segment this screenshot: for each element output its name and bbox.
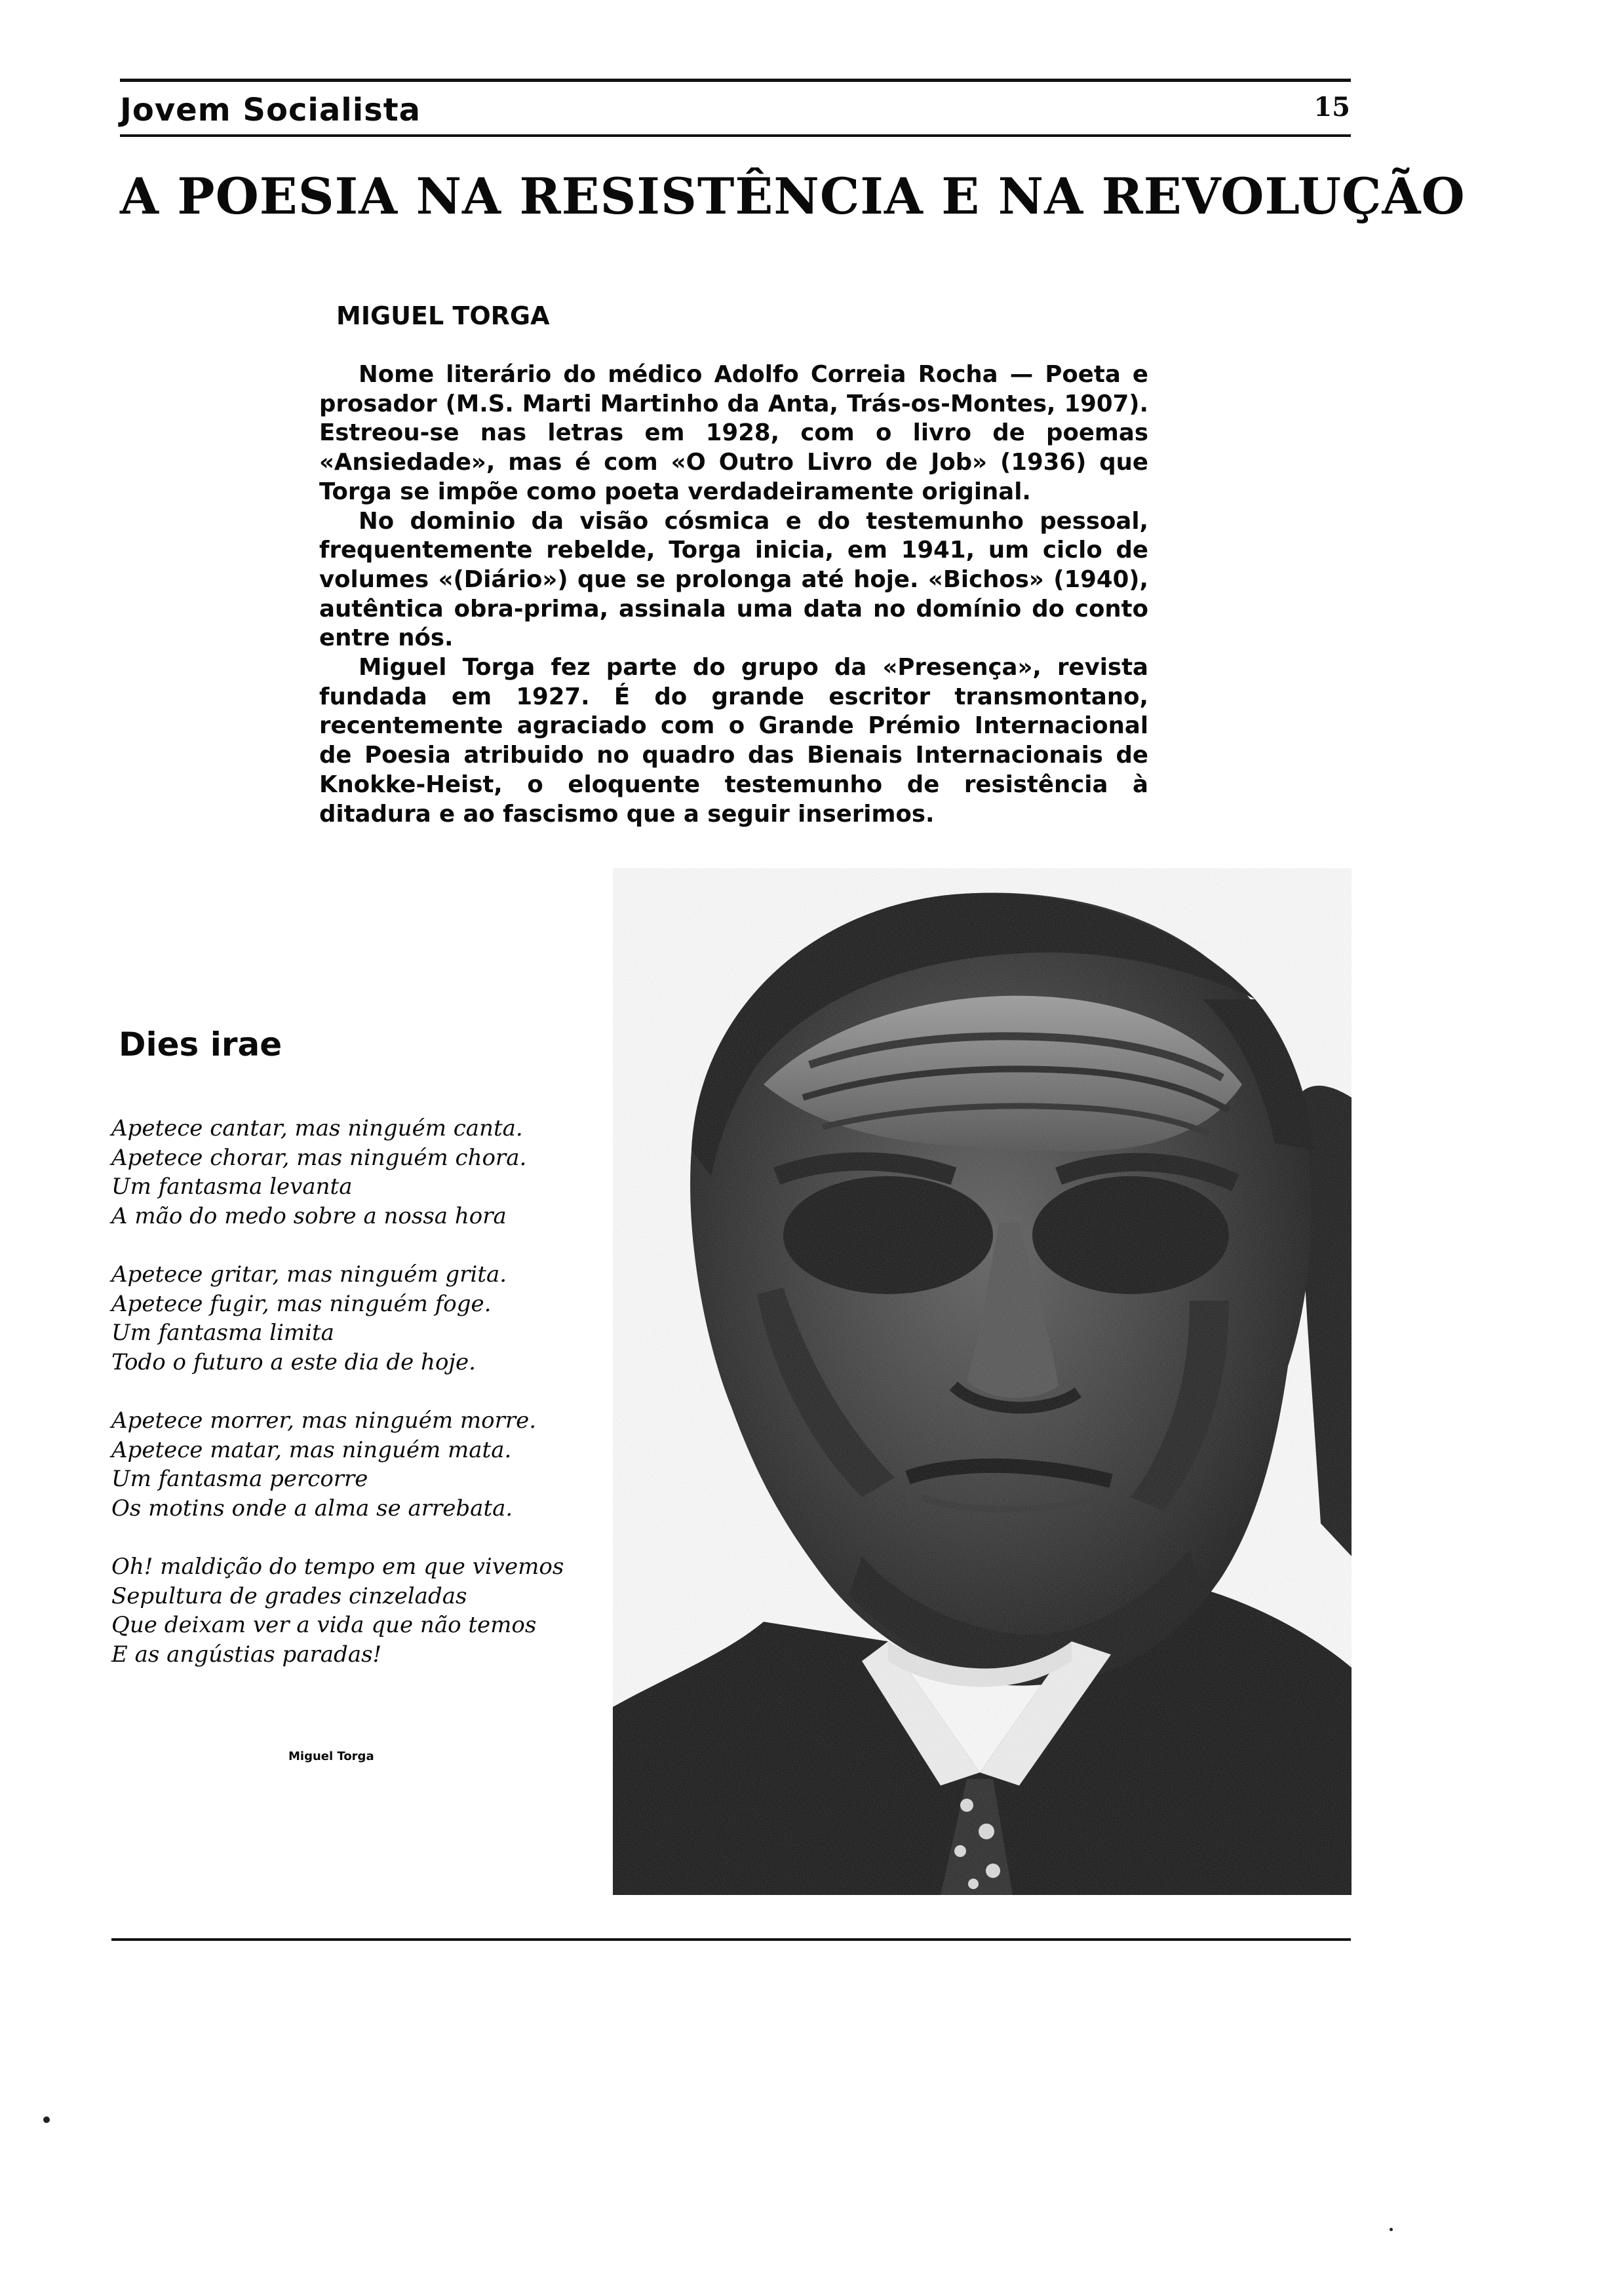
article-author: MIGUEL TORGA: [336, 301, 550, 330]
poem-line: Apetece morrer, mas ninguém morre.: [111, 1407, 537, 1434]
article-headline: A POESIA NA RESISTÊNCIA E NA REVOLUÇÃO: [120, 167, 1466, 225]
poem-line: Sepultura de grades cinzeladas: [111, 1582, 467, 1609]
poem-stanza: [111, 1260, 596, 1377]
poem-line: Oh! maldição do tempo em que vivemos: [111, 1554, 564, 1580]
poem-line: Um fantasma limita: [111, 1320, 334, 1346]
poem-line: Apetece chorar, mas ninguém chora.: [111, 1144, 527, 1171]
poem-line: Apetece fugir, mas ninguém foge.: [111, 1290, 492, 1317]
poem-line: Que deixam ver a vida que não temos: [111, 1612, 537, 1638]
publication-name: Jovem Socialista: [120, 92, 421, 128]
poem-stanza: [111, 1114, 596, 1231]
intro-paragraph: Nome literário do médico Adolfo Correia Rocha — Poeta e prosador (M.S. Marti Martinho da Anta, Trás-os-Montes, 1907). Estreou-se nas letras em 1928, com o livro de poemas «Ansiedade», mas é com «O Outro Livro de Job» (1936) que Torga se impõe como poeta verdadeiramente original.: [319, 361, 1148, 505]
article-intro: [319, 360, 1148, 829]
footer-rule: [111, 1938, 1351, 1941]
intro-paragraph: Miguel Torga fez parte do grupo da «Presença», revista fundada em 1927. É do grande escritor transmontano, recentemente agraciado com o Grande Prémio Internacional de Poesia atribuido no quadro das Bienais Internacionais de Knokke-Heist, o eloquente testemunho de resistência à ditadura e ao fascismo que a seguir inserimos.: [319, 654, 1148, 828]
poem-title: Dies irae: [119, 1025, 282, 1063]
intro-paragraph: No dominio da visão cósmica e do testemunho pessoal, frequentemente rebelde, Torga inicia, em 1941, um ciclo de volumes «(Diário») que se prolonga até hoje. «Bichos» (1940), autêntica obra-prima, assinala uma data no domínio do conto entre nós.: [319, 507, 1148, 652]
poem-line: A mão do medo sobre a nossa hora: [111, 1202, 507, 1229]
scan-speck: [1390, 2228, 1393, 2231]
scan-speck: [43, 2116, 50, 2123]
poem-signature: Miguel Torga: [288, 1750, 374, 1763]
poem-body: [111, 1114, 596, 1698]
poem-line: Apetece cantar, mas ninguém canta.: [111, 1115, 523, 1141]
header-top-rule: [120, 79, 1351, 82]
portrait-photo: [613, 868, 1352, 1895]
poem-stanza: [111, 1552, 596, 1669]
poem-line: E as angústias paradas!: [111, 1641, 382, 1668]
header-bottom-rule: [120, 134, 1351, 137]
poem-line: Um fantasma levanta: [111, 1174, 353, 1200]
page-number: 15: [1313, 92, 1350, 123]
poem-line: Um fantasma percorre: [111, 1466, 368, 1492]
poem-line: Todo o futuro a este dia de hoje.: [111, 1349, 476, 1375]
poem-line: Apetece gritar, mas ninguém grita.: [111, 1261, 507, 1288]
poem-line: Os motins onde a alma se arrebata.: [111, 1495, 513, 1521]
poem-line: Apetece matar, mas ninguém mata.: [111, 1436, 512, 1463]
poem-stanza: [111, 1406, 596, 1523]
